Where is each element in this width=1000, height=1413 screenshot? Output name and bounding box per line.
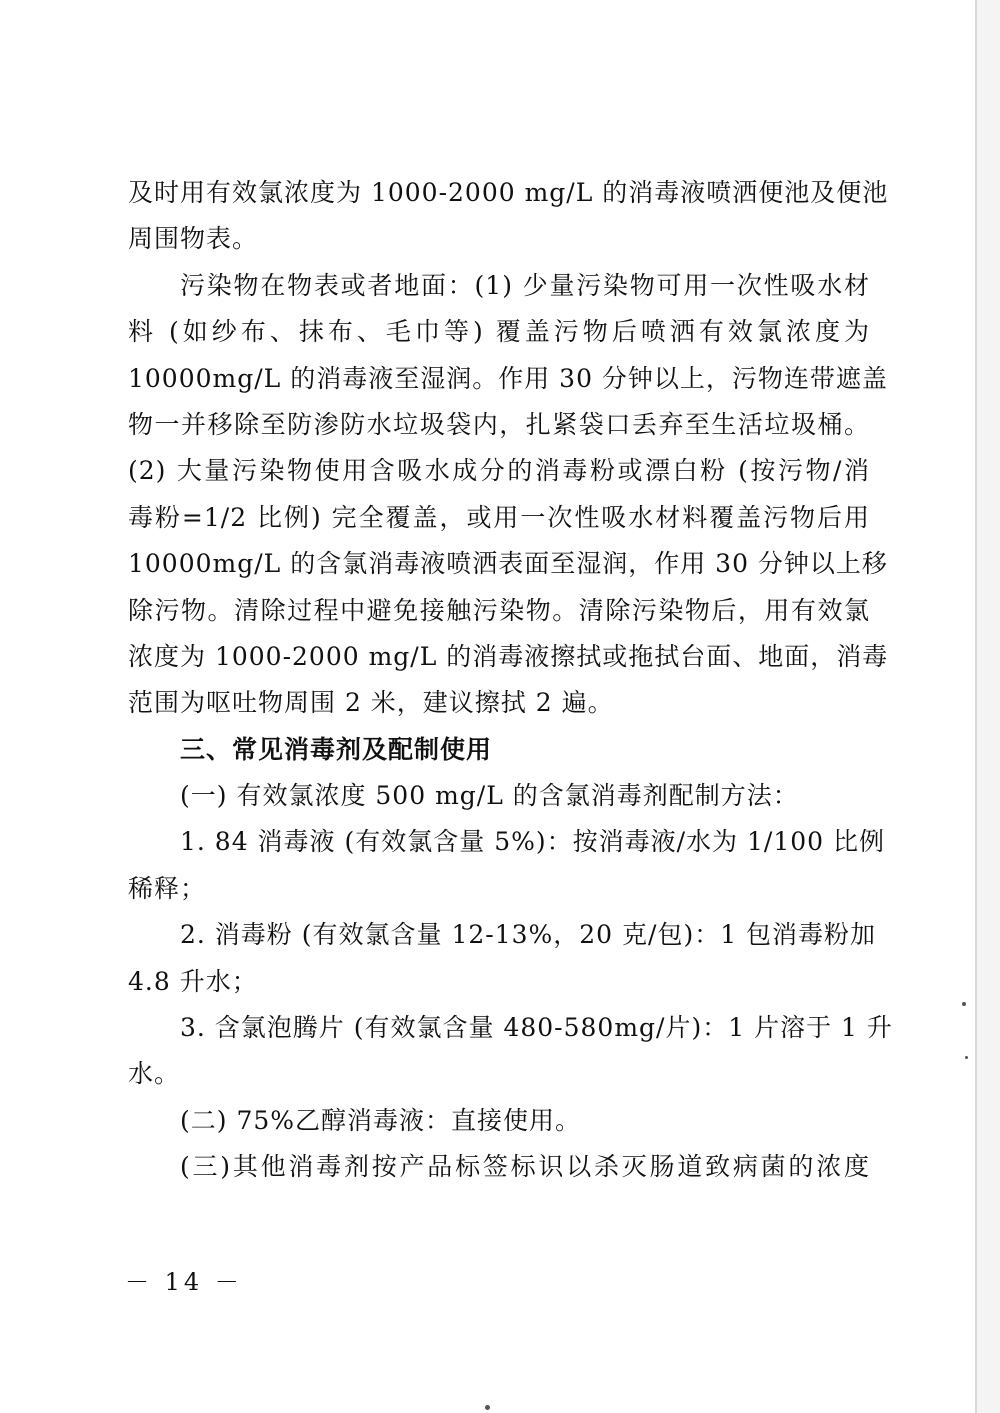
- section-heading: 三、常见消毒剂及配制使用: [180, 734, 493, 764]
- paragraph-line: 周围物表。: [128, 224, 259, 254]
- paragraph-line: 物一并移除至防渗防水垃圾袋内，扎紧袋口丢弃至生活垃圾桶。: [128, 409, 870, 439]
- paragraph-line: 及时用有效氯浓度为 1000-2000 mg/L 的消毒液喷洒便池及便池: [128, 178, 889, 207]
- paragraph-line: 毒粉=1/2 比例) 完全覆盖，或用一次性吸水材料覆盖污物后用: [128, 502, 870, 532]
- subsection-heading: (一) 有效氯浓度 500 mg/L 的含氯消毒剂配制方法：: [180, 781, 799, 811]
- list-item-continuation: 水。: [128, 1059, 181, 1089]
- paragraph-line: 浓度为 1000-2000 mg/L 的消毒液擦拭或拖拭台面、地面，消毒: [128, 641, 889, 671]
- body-text: [128, 170, 893, 1191]
- scan-edge-line: [975, 0, 977, 1413]
- list-item: 3. 含氯泡腾片 (有效氯含量 480-580mg/片)：1 片溶于 1 升: [180, 1013, 893, 1043]
- scan-speck: [965, 1056, 968, 1059]
- scan-speck: [962, 1002, 966, 1006]
- scan-speck: [485, 1405, 490, 1410]
- list-item-continuation: 4.8 升水；: [128, 966, 258, 996]
- paragraph-line: 10000mg/L 的含氯消毒液喷洒表面至湿润，作用 30 分钟以上移: [128, 549, 888, 579]
- paragraph-line: 10000mg/L 的消毒液至湿润。作用 30 分钟以上，污物连带遮盖: [128, 363, 888, 393]
- paragraph-line: 范围为呕吐物周围 2 米，建议擦拭 2 遍。: [128, 688, 614, 718]
- page-number: － 14 －: [125, 1268, 243, 1296]
- list-item: 1. 84 消毒液 (有效氯含量 5%)：按消毒液/水为 1/100 比例: [180, 827, 885, 857]
- list-item: 2. 消毒粉 (有效氯含量 12-13%，20 克/包)：1 包消毒粉加: [180, 920, 877, 950]
- scan-edge-strip: [977, 0, 1000, 1413]
- paragraph-line: (2) 大量污染物使用含吸水成分的消毒粉或漂白粉 (按污物/消: [128, 456, 870, 486]
- paragraph-line: 料 (如纱布、抹布、毛巾等) 覆盖污物后喷洒有效氯浓度为: [128, 317, 870, 347]
- paragraph-line: 除污物。清除过程中避免接触污染物。清除污染物后，用有效氯: [128, 595, 870, 625]
- list-item-continuation: 稀释；: [128, 873, 207, 903]
- paragraph-line: 污染物在物表或者地面：(1) 少量污染物可用一次性吸水材: [180, 270, 870, 300]
- subsection-heading: (二) 75%乙醇消毒液：直接使用。: [180, 1105, 582, 1135]
- subsection-heading: (三)其他消毒剂按产品标签标识以杀灭肠道致病菌的浓度: [180, 1152, 870, 1182]
